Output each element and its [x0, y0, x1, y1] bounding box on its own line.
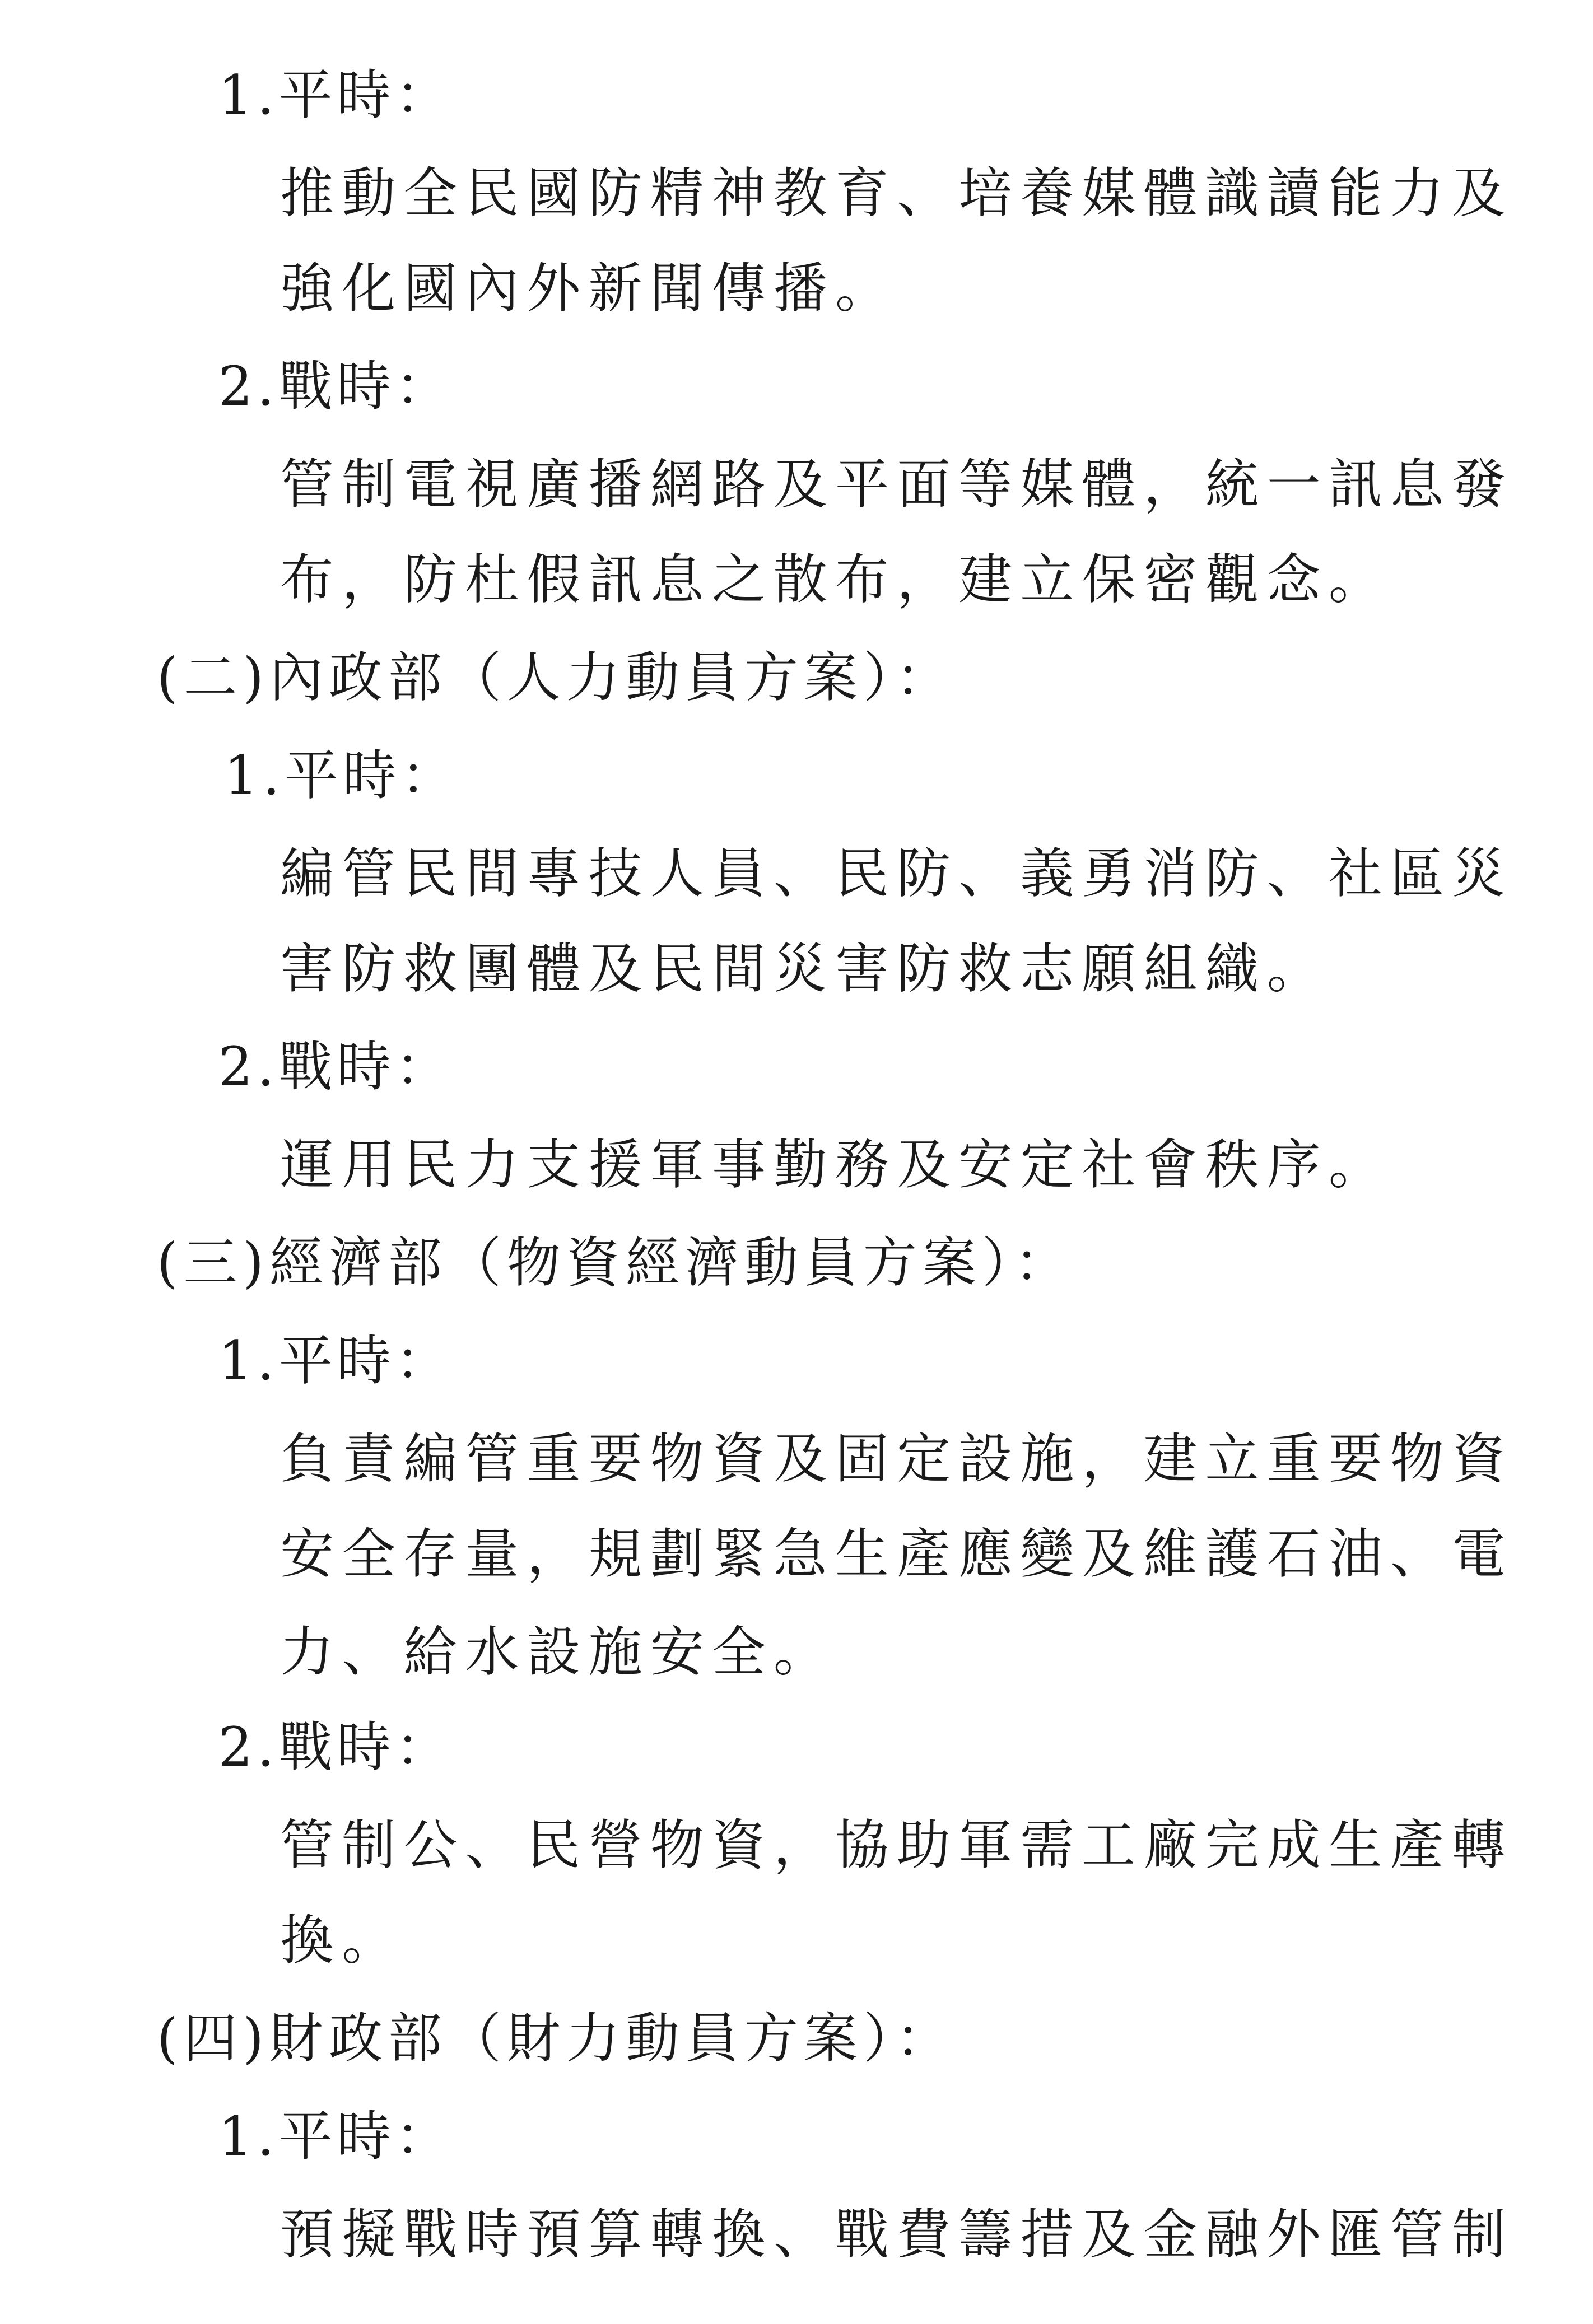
- item-heading: 1.平時：: [218, 2105, 454, 2168]
- paragraph-line: 布，防杜假訊息之散布，建立保密觀念。: [280, 548, 1390, 611]
- paragraph-line: 編管民間專技人員、民防、義勇消防、社區災: [280, 842, 1513, 905]
- item-heading: 1.平時：: [224, 744, 459, 807]
- section-heading: (三)經濟部（物資經濟動員方案）：: [157, 1231, 1074, 1294]
- paragraph-line: 換。: [280, 1909, 404, 1972]
- paragraph-line: 強化國內外新聞傳播。: [280, 257, 897, 320]
- item-heading: 2.戰時：: [218, 1035, 454, 1098]
- paragraph-line: 負責編管重要物資及固定設施，建立重要物資: [280, 1427, 1513, 1490]
- paragraph-line: 運用民力支援軍事勤務及安定社會秩序。: [280, 1133, 1390, 1196]
- paragraph-line: 預擬戰時預算轉換、戰費籌措及金融外匯管制: [280, 2203, 1513, 2266]
- paragraph-line: 害防救團體及民間災害防救志願組織。: [280, 937, 1329, 1000]
- item-heading: 2.戰時：: [218, 355, 454, 418]
- paragraph-line: 管制公、民營物資，協助軍需工廠完成生產轉: [280, 1814, 1513, 1877]
- paragraph-line: 管制電視廣播網路及平面等媒體，統一訊息發: [280, 453, 1513, 516]
- section-heading: (四)財政部（財力動員方案）：: [157, 2007, 955, 2070]
- paragraph-line: 力、給水設施安全。: [280, 1621, 835, 1683]
- item-heading: 1.平時：: [218, 64, 454, 127]
- item-heading: 1.平時：: [218, 1329, 454, 1392]
- paragraph-line: 推動全民國防精神教育、培養媒體識讀能力及: [280, 162, 1513, 225]
- paragraph-line: 安全存量，規劃緊急生產應變及維護石油、電: [280, 1523, 1513, 1585]
- section-heading: (二)內政部（人力動員方案）：: [157, 646, 955, 709]
- item-heading: 2.戰時：: [218, 1716, 454, 1779]
